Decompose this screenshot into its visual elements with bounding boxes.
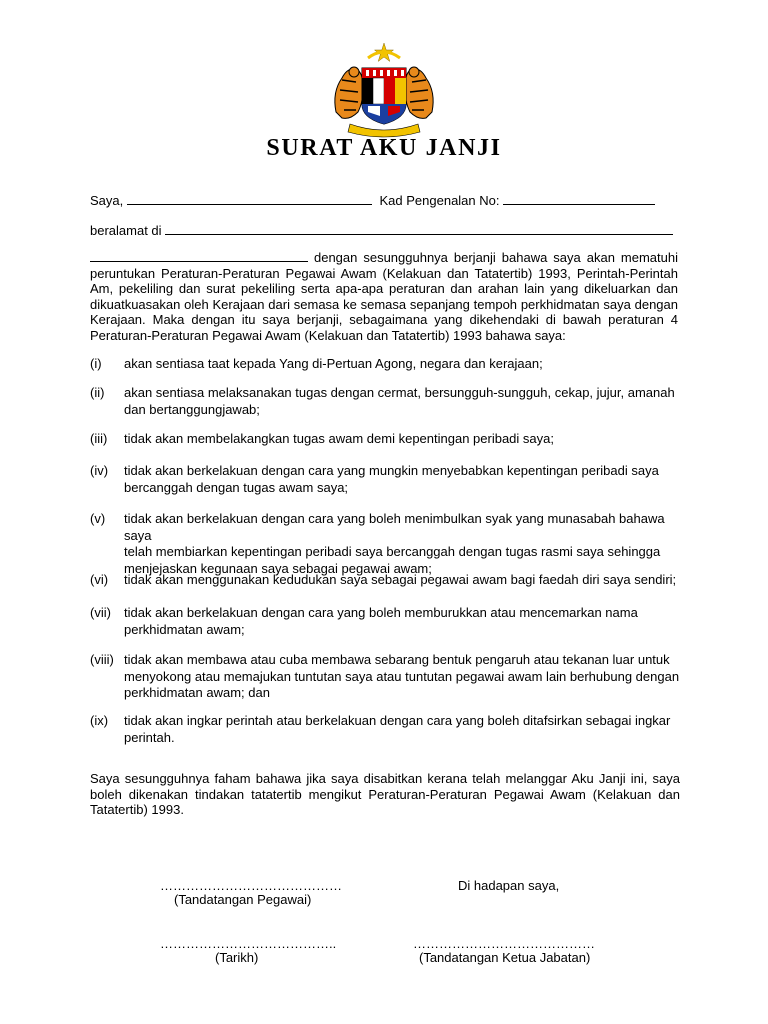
pledge-text [124, 431, 684, 448]
pledge-text-line: tidak akan membelakangkan tugas awam demi kepentingan peribadi saya; [124, 431, 554, 446]
address-label: beralamat di [90, 223, 162, 238]
date-line[interactable]: ………………………………….. [160, 936, 337, 951]
pledge-text-line: telah membiarkan kepentingan peribadi saya bercanggah dengan tugas rasmi saya sehingga [124, 544, 661, 559]
intro-text: dengan sesungguhnya berjanji bahawa saya akan mematuhi peruntukan Peraturan-Peraturan Pegawai Awam (Kelakuan dan Tatatertib) 1993, Perintah-Perintah Am, pekeliling dan surat pekeliling serta apa-apa peraturan dan arahan lain yang dikeluarkan dan dikuatkuasakan oleh Kerajaan dari semasa ke semasa sepanjang tempoh perkhidmatan saya dengan Kerajaan. Maka dengan itu saya berjanji, sebagaimana yang dikehendaki di bawah peraturan 4 Peraturan-Peraturan Pegawai Awam (Kelakuan dan Tatatertib) 1993 bahawa saya: [90, 250, 678, 343]
pledge-number: (v) [90, 511, 106, 526]
pledge-text-line: menjejaskan kegunaan saya sebagai pegawai awam; [124, 560, 432, 576]
pledge-number: (vi) [90, 572, 109, 587]
head-signature-label: (Tandatangan Ketua Jabatan) [419, 950, 591, 965]
document-title: SURAT AKU JANJI [266, 135, 502, 161]
pledge-text-line: menyokong atau memajukan tuntutan saya atau tuntutan pegawai awam lain berhubung dengan [124, 668, 680, 684]
pledge-text-line: tidak akan berkelakuan dengan cara yang boleh menimbulkan syak yang munasabah bahawa saya [124, 511, 665, 543]
address-line [90, 223, 673, 238]
pledge-number: (ii) [90, 385, 105, 400]
officer-signature-line[interactable]: …………………………………… [160, 878, 342, 893]
pledge-text-line: tidak akan membawa atau cuba membawa sebarang bentuk pengaruh atau tekanan luar untuk [124, 652, 670, 667]
pledge-text [124, 572, 684, 589]
pledge-text-line: tidak akan berkelakuan dengan cara yang mungkin menyebabkan kepentingan peribadi saya [124, 463, 659, 478]
intro-paragraph [90, 250, 678, 344]
head-signature-line[interactable]: …………………………………… [413, 936, 595, 951]
pledge-text [124, 385, 684, 418]
pledge-number: (iv) [90, 463, 109, 478]
coat-of-arms-logo [328, 42, 440, 138]
witness-heading: Di hadapan saya, [458, 878, 560, 893]
name-line [90, 193, 655, 208]
pledge-text-line: akan sentiasa melaksanakan tugas dengan cermat, bersungguh-sungguh, cekap, jujur, amanah [124, 385, 675, 400]
officer-signature-label: (Tandatangan Pegawai) [174, 892, 312, 907]
pledge-text-line: akan sentiasa taat kepada Yang di-Pertuan Agong, negara dan kerajaan; [124, 356, 543, 371]
pledge-text [124, 463, 684, 496]
pledge-text [124, 713, 684, 746]
pledge-text-line: tidak akan ingkar perintah atau berkelakuan dengan cara yang boleh ditafsirkan sebagai ingkar [124, 713, 671, 728]
pledge-text-line: bercanggah dengan tugas awam saya; [124, 479, 349, 495]
pledge-number: (viii) [90, 652, 114, 667]
pledge-text [124, 605, 684, 638]
pledge-text-line: perkhidmatan awam; dan [124, 685, 270, 700]
address-field-continued[interactable] [90, 250, 308, 262]
pledge-number: (vii) [90, 605, 111, 620]
address-field[interactable] [165, 223, 673, 235]
name-field[interactable] [127, 193, 372, 205]
pledge-number: (ix) [90, 713, 109, 728]
ic-field[interactable] [503, 193, 655, 205]
pledge-text-line: perkhidmatan awam; [124, 621, 245, 637]
pledge-number: (i) [90, 356, 102, 371]
pledge-text-line: tidak akan berkelakuan dengan cara yang boleh memburukkan atau mencemarkan nama [124, 605, 638, 620]
saya-label: Saya, [90, 193, 124, 208]
closing-paragraph: Saya sesungguhnya faham bahawa jika saya disabitkan kerana telah melanggar Aku Janji ini, saya boleh dikenakan tindakan tatatertib mengikut Peraturan-Peraturan Pegawai Awam (Kelakuan dan Tatatertib) 1993. [90, 771, 680, 818]
pledge-text [124, 652, 684, 702]
pledge-text-line: dan bertanggungjawab; [124, 401, 260, 417]
pledge-text-line: perintah. [124, 729, 175, 745]
date-label: (Tarikh) [215, 950, 259, 965]
pledge-text [124, 356, 684, 373]
pledge-text [124, 511, 684, 577]
ic-label: Kad Pengenalan No: [379, 193, 500, 208]
pledge-number: (iii) [90, 431, 108, 446]
pledge-text-line: tidak akan menggunakan kedudukan saya sebagai pegawai awam bagi faedah diri saya sendiri; [124, 572, 677, 587]
